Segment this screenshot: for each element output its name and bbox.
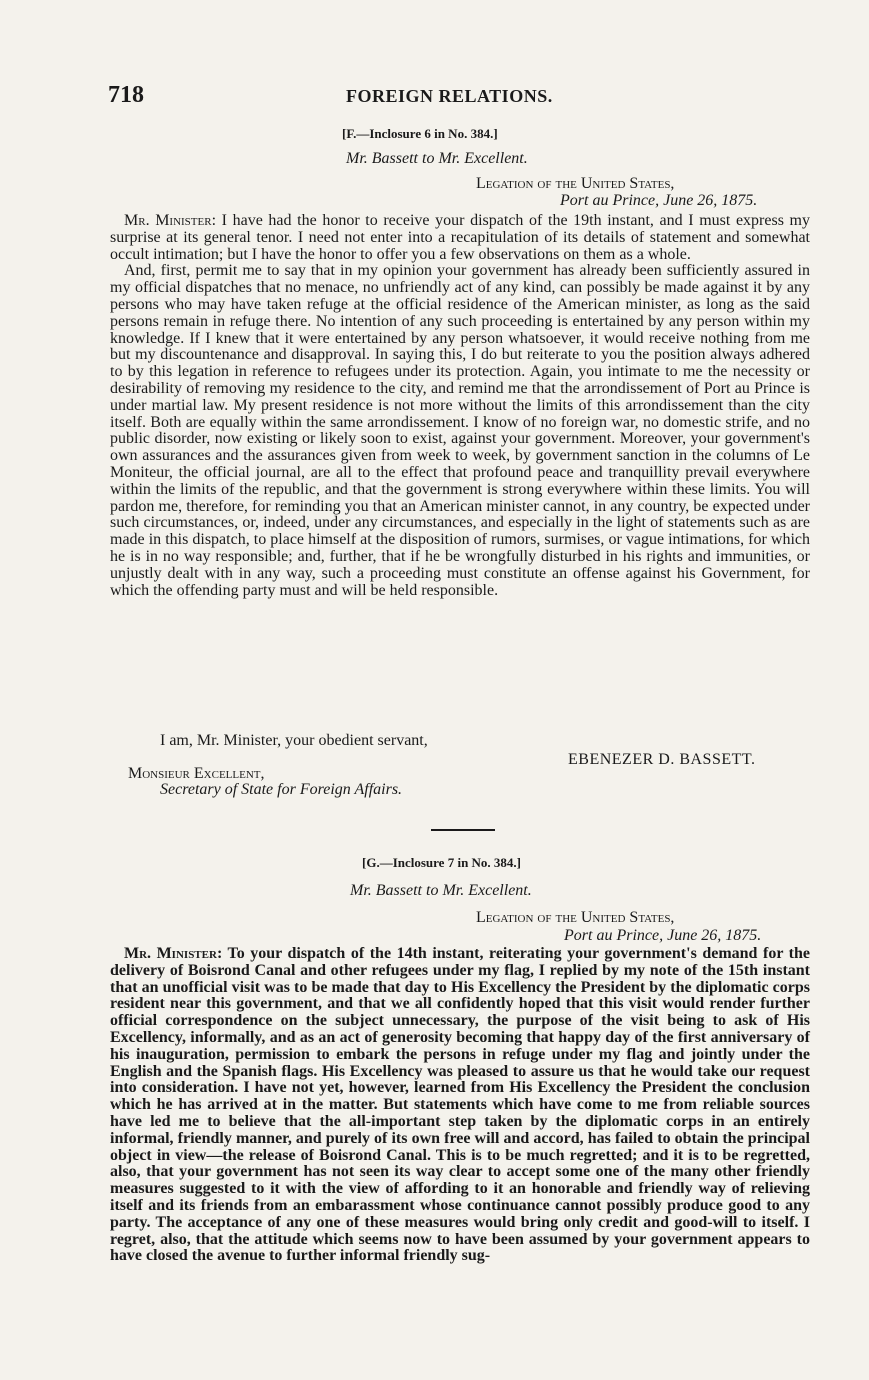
- page-number: 718: [108, 82, 144, 108]
- body-paragraph: [110, 213, 810, 263]
- inclosure-label: [G.—Inclosure 7 in No. 384.]: [362, 855, 522, 870]
- paragraph-text: : To your dispatch of the 14th instant, reiterating your government's demand for the delivery of Boisrond Canal and other refugees under my flag, I replied by my note of the 15th instant that an unofficial visit was to be made that day to His Excellency the President by the diplomatic corps resident near this government, and that we all confidently hoped that this visit would render further official correspondence on the subject unnecessary, the purpose of the visit being to ask of His Excellency, informally, and as an act of generosity becoming that happy day of the first anniversary of his inauguration, permission to embark the persons in refuge under my flag and jointly under the English and the Spanish flags. His Excellency was pleased to assure us that he would take our request into consideration. I have not yet, however, learned from His Excellency the President the conclusion which he has arrived at in the matter. But statements which have come to me from reliable sources have led me to believe that the all-important step taken by the diplomatic corps in an entirely informal, friendly manner, and purely of its own free will and accord, has failed to obtain the principal object in view—the release of Boisrond Canal. This is to be much regretted; and it is to be regretted, also, that your government has not seen its way clear to accept some one of the many other friendly measures suggested to it with the view of affording to it an honorable and friendly way of relieving itself and its friends from an embarassment whose continuance cannot possibly produce good to any party. The acceptance of any one of these measures would bring only credit and good-will to itself. I regret, also, that the attitude which seems now to have been assumed by your government appears to have closed the avenue to further informal friendly sug-: [110, 945, 810, 1265]
- letter-title: Mr. Bassett to Mr. Excellent.: [346, 150, 528, 167]
- running-title: FOREIGN RELATIONS.: [346, 86, 553, 106]
- closing-line: I am, Mr. Minister, your obedient servant,: [160, 732, 428, 749]
- legation-line: Legation of the United States,: [476, 909, 675, 926]
- salutation: Mr. Minister: [124, 212, 212, 229]
- letter-body: [110, 213, 810, 599]
- legation-line: Legation of the United States,: [476, 175, 675, 192]
- addressee-title: Secretary of State for Foreign Affairs.: [160, 781, 403, 798]
- inclosure-label: [F.—Inclosure 6 in No. 384.]: [342, 126, 498, 141]
- body-paragraph: [110, 946, 810, 1265]
- salutation: Mr. Minister: [124, 945, 217, 962]
- letter-title: Mr. Bassett to Mr. Excellent.: [350, 882, 532, 899]
- section-divider: [431, 829, 495, 831]
- dateline: Port au Prince, June 26, 1875.: [560, 192, 758, 209]
- letter-body: [110, 946, 810, 1265]
- body-paragraph: And, first, permit me to say that in my opinion your government has already been sufficiently assured in my official dispatches that no menace, no unfriendly act of any kind, can possibly be made against it by any persons who may have taken refuge at the official residence of the American minister, as long as the said persons remain in refuge there. No intention of any such proceeding is entertained by any person within my knowledge. If I knew that it were entertained by any person whatsoever, it would receive nothing from me but my discountenance and disapproval. In saying this, I do but reiterate to you the position always adhered to by this legation in reference to refugees under its protection. Again, you intimate to me the necessity or desirability of removing my residence to the city, and remind me that the arrondissement of Port au Prince is under martial law. My present residence is not more without the limits of this arrondissement than the city itself. Both are equally within the same arrondissement. I know of no foreign war, no domestic strife, and no public disorder, now existing or likely soon to exist, against your government. Moreover, your government's own assurances and the assurances given from week to week, by government sanction in the columns of Le Moniteur, the official journal, are all to the effect that profound peace and tranquillity prevail everywhere within the limits of the republic, and that the government is strong everywhere within these limits. You will pardon me, therefore, for reminding you that an American minister cannot, in any country, be expected under such circumstances, or, indeed, under any circumstances, and especially in the light of statements such as are made in this dispatch, to place himself at the disposition of rumors, surmises, or vague intimations, for which he is in no way responsible; and, further, that if he be wrongfully disturbed in his rights and immunities, or unjustly dealt with in any way, such a proceeding must constitute an offense against his Government, for which the offending party must and will be held responsible.: [110, 262, 810, 599]
- addressee: Monsieur Excellent,: [128, 765, 265, 782]
- signature: EBENEZER D. BASSETT.: [568, 751, 756, 768]
- dateline: Port au Prince, June 26, 1875.: [564, 927, 762, 944]
- paragraph-text: : I have had the honor to receive your dispatch of the 19th instant, and I must express my surprise at its general tenor. I need not enter into a recapitulation of its details of statement and somewhat occult intimation; but I have the honor to offer you a few observations on them as a whole.: [110, 212, 811, 263]
